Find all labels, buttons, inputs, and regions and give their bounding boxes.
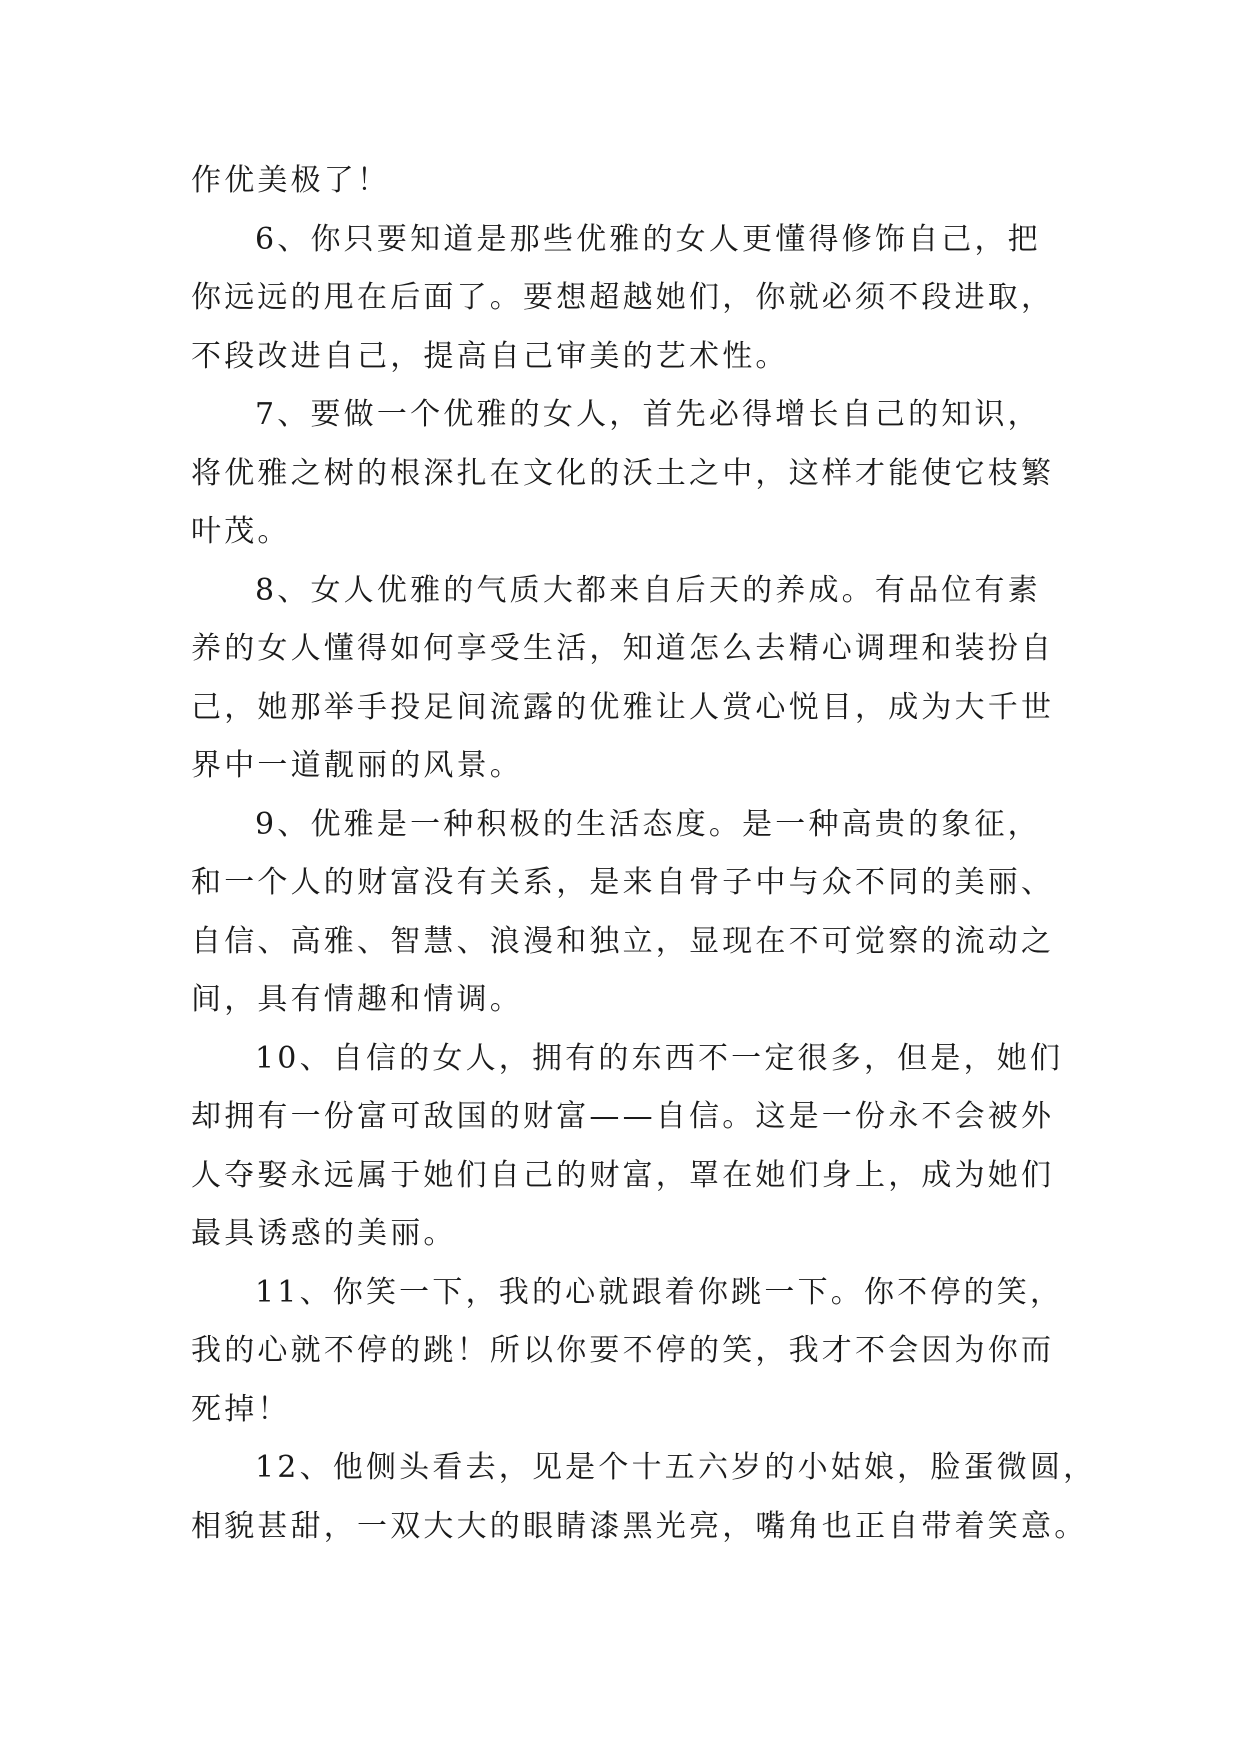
text-line: 自信、高雅、智慧、浪漫和独立，显现在不可觉察的流动之 <box>191 923 1055 959</box>
paragraph-item-7 <box>191 386 1061 562</box>
text-line: 界中一道靓丽的风景。 <box>191 748 523 783</box>
text-line: 11、你笑一下，我的心就跟着你跳一下。你不停的笑， <box>255 1274 1064 1310</box>
paragraph-item-9 <box>191 796 1061 1030</box>
paragraph-item-12 <box>191 1439 1097 1556</box>
text-line: 叶茂。 <box>191 514 291 549</box>
text-line: 我的心就不停的跳！所以你要不停的笑，我才不会因为你而 <box>191 1333 1055 1368</box>
text-line: 将优雅之树的根深扎在文化的沃土之中，这样才能使它枝繁 <box>191 455 1055 491</box>
text-line: 死掉！ <box>191 1391 291 1427</box>
text-line: 10、自信的女人，拥有的东西不一定很多，但是，她们 <box>255 1040 1064 1076</box>
text-line: 12、他侧头看去，见是个十五六岁的小姑娘，脸蛋微圆， <box>255 1450 1097 1485</box>
paragraph-item-11 <box>191 1264 1064 1440</box>
paragraph-continuation <box>191 152 1061 211</box>
paragraph-item-10 <box>191 1030 1064 1264</box>
paragraph-item-6 <box>191 211 1061 387</box>
text-line: 养的女人懂得如何享受生活，知道怎么去精心调理和装扮自 <box>191 631 1055 666</box>
text-line: 却拥有一份富可敌国的财富——自信。这是一份永不会被外 <box>191 1099 1055 1134</box>
text-line: 9、优雅是一种积极的生活态度。是一种高贵的象征， <box>255 806 1041 842</box>
text-line: 6、你只要知道是那些优雅的女人更懂得修饰自己，把 <box>255 221 1041 257</box>
text-line: 最具诱惑的美丽。 <box>191 1216 457 1251</box>
paragraph-item-8 <box>191 562 1061 796</box>
text-line: 己，她那举手投足间流露的优雅让人赏心悦目，成为大千世 <box>191 689 1055 725</box>
text-line: 7、要做一个优雅的女人，首先必得增长自己的知识， <box>255 397 1041 432</box>
text-line: 你远远的甩在后面了。要想超越她们，你就必须不段进取， <box>191 280 1055 315</box>
text-line: 相貌甚甜，一双大大的眼睛漆黑光亮，嘴角也正自带着笑意。 <box>191 1508 1088 1544</box>
text-line: 间，具有情趣和情调。 <box>191 982 523 1017</box>
text-line: 不段改进自己，提高自己审美的艺术性。 <box>191 338 789 374</box>
text-line: 人夺娶永远属于她们自己的财富，罩在她们身上，成为她们 <box>191 1157 1055 1193</box>
text-line: 作优美极了！ <box>191 163 391 198</box>
document-body <box>191 152 1097 1556</box>
text-line: 8、女人优雅的气质大都来自后天的养成。有品位有素 <box>255 572 1041 608</box>
text-line: 和一个人的财富没有关系，是来自骨子中与众不同的美丽、 <box>191 865 1055 900</box>
